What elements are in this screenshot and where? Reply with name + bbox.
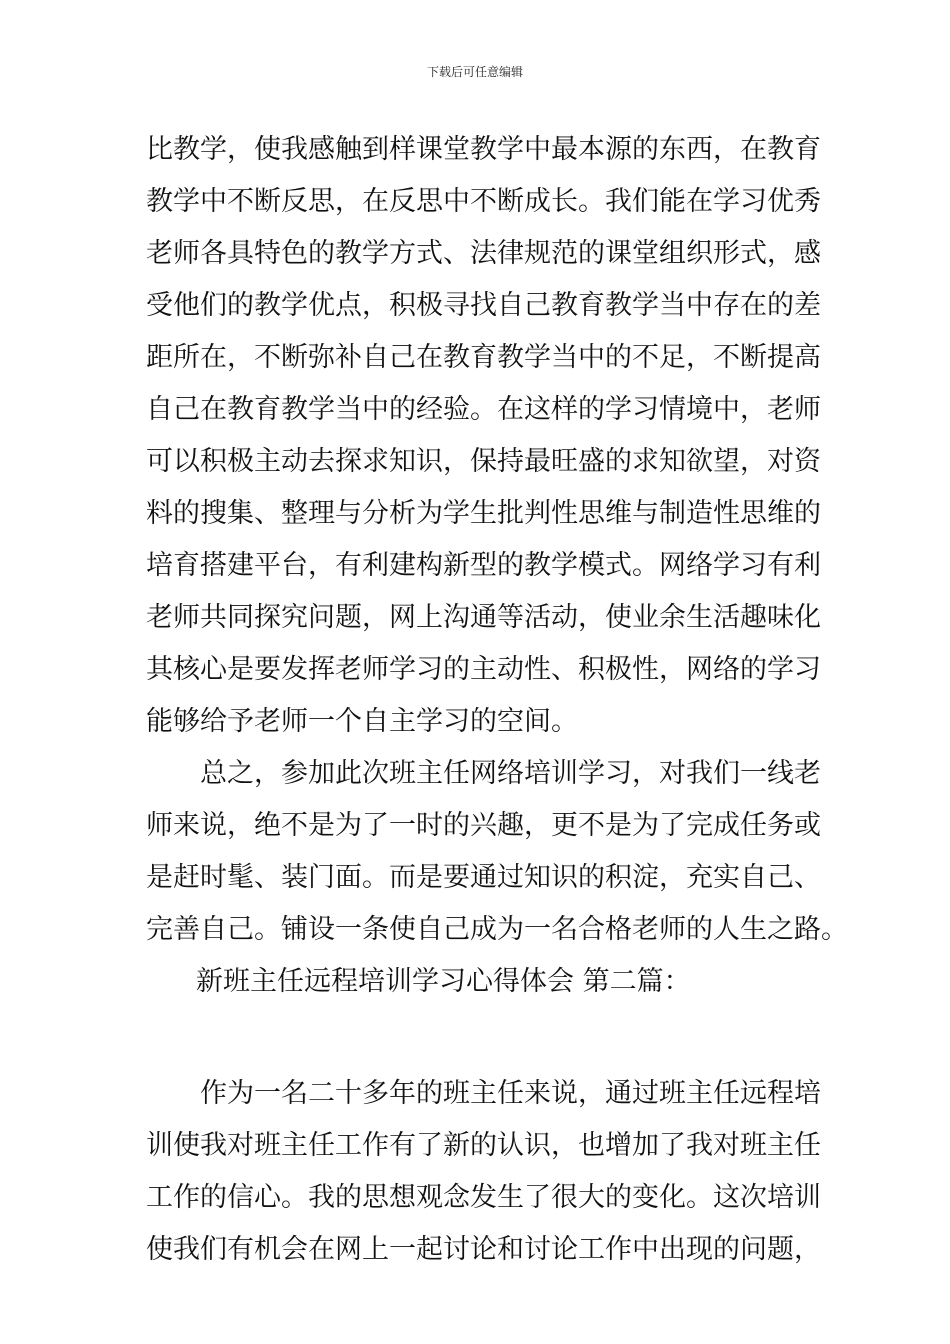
body-text-line: 可以积极主动去探求知识，保持最旺盛的求知欲望，对资 — [146, 446, 821, 477]
body-text-line: 比教学，使我感触到样课堂教学中最本源的东西，在教育 — [146, 134, 821, 165]
body-text-line: 能够给予老师一个自主学习的空间。 — [146, 706, 578, 737]
body-text-line: 料的搜集、整理与分析为学生批判性思维与制造性思维的 — [146, 498, 821, 529]
body-text-line: 使我们有机会在网上一起讨论和讨论工作中出现的问题， — [146, 1234, 821, 1265]
body-text-line: 工作的信心。我的思想观念发生了很大的变化。这次培训 — [146, 1182, 821, 1213]
body-text-line: 师来说，绝不是为了一时的兴趣，更不是为了完成任务或 — [146, 810, 821, 841]
body-text-line: 老师共同探究问题，网上沟通等活动，使业余生活趣味化 — [146, 602, 821, 633]
body-text-line: 受他们的教学优点，积极寻找自己教育教学当中存在的差 — [146, 290, 821, 321]
body-text-line: 距所在，不断弥补自己在教育教学当中的不足，不断提高 — [146, 342, 821, 373]
section-heading: 新班主任远程培训学习心得体会 第二篇： — [196, 966, 691, 997]
body-text-line: 老师各具特色的教学方式、法律规范的课堂组织形式，感 — [146, 238, 821, 269]
body-text-line: 训使我对班主任工作有了新的认识，也增加了我对班主任 — [146, 1130, 821, 1161]
body-text-line: 自己在教育教学当中的经验。在这样的学习情境中，老师 — [146, 394, 821, 425]
body-text-line: 其核心是要发挥老师学习的主动性、积极性，网络的学习 — [146, 654, 821, 685]
page-header-note: 下载后可任意编辑 — [426, 65, 523, 79]
paragraph-first-line: 作为一名二十多年的班主任来说，通过班主任远程培 — [200, 1078, 821, 1109]
body-text-line: 教学中不断反思，在反思中不断成长。我们能在学习优秀 — [146, 186, 821, 217]
paragraph-first-line: 总之，参加此次班主任网络培训学习，对我们一线老 — [200, 758, 821, 789]
body-text-line: 培育搭建平台，有利建构新型的教学模式。网络学习有利 — [146, 550, 821, 581]
body-text-line: 是赶时髦、装门面。而是要通过知识的积淀，充实自己、 — [146, 862, 821, 893]
body-text-line: 完善自己。铺设一条使自己成为一名合格老师的人生之路。 — [146, 914, 848, 945]
